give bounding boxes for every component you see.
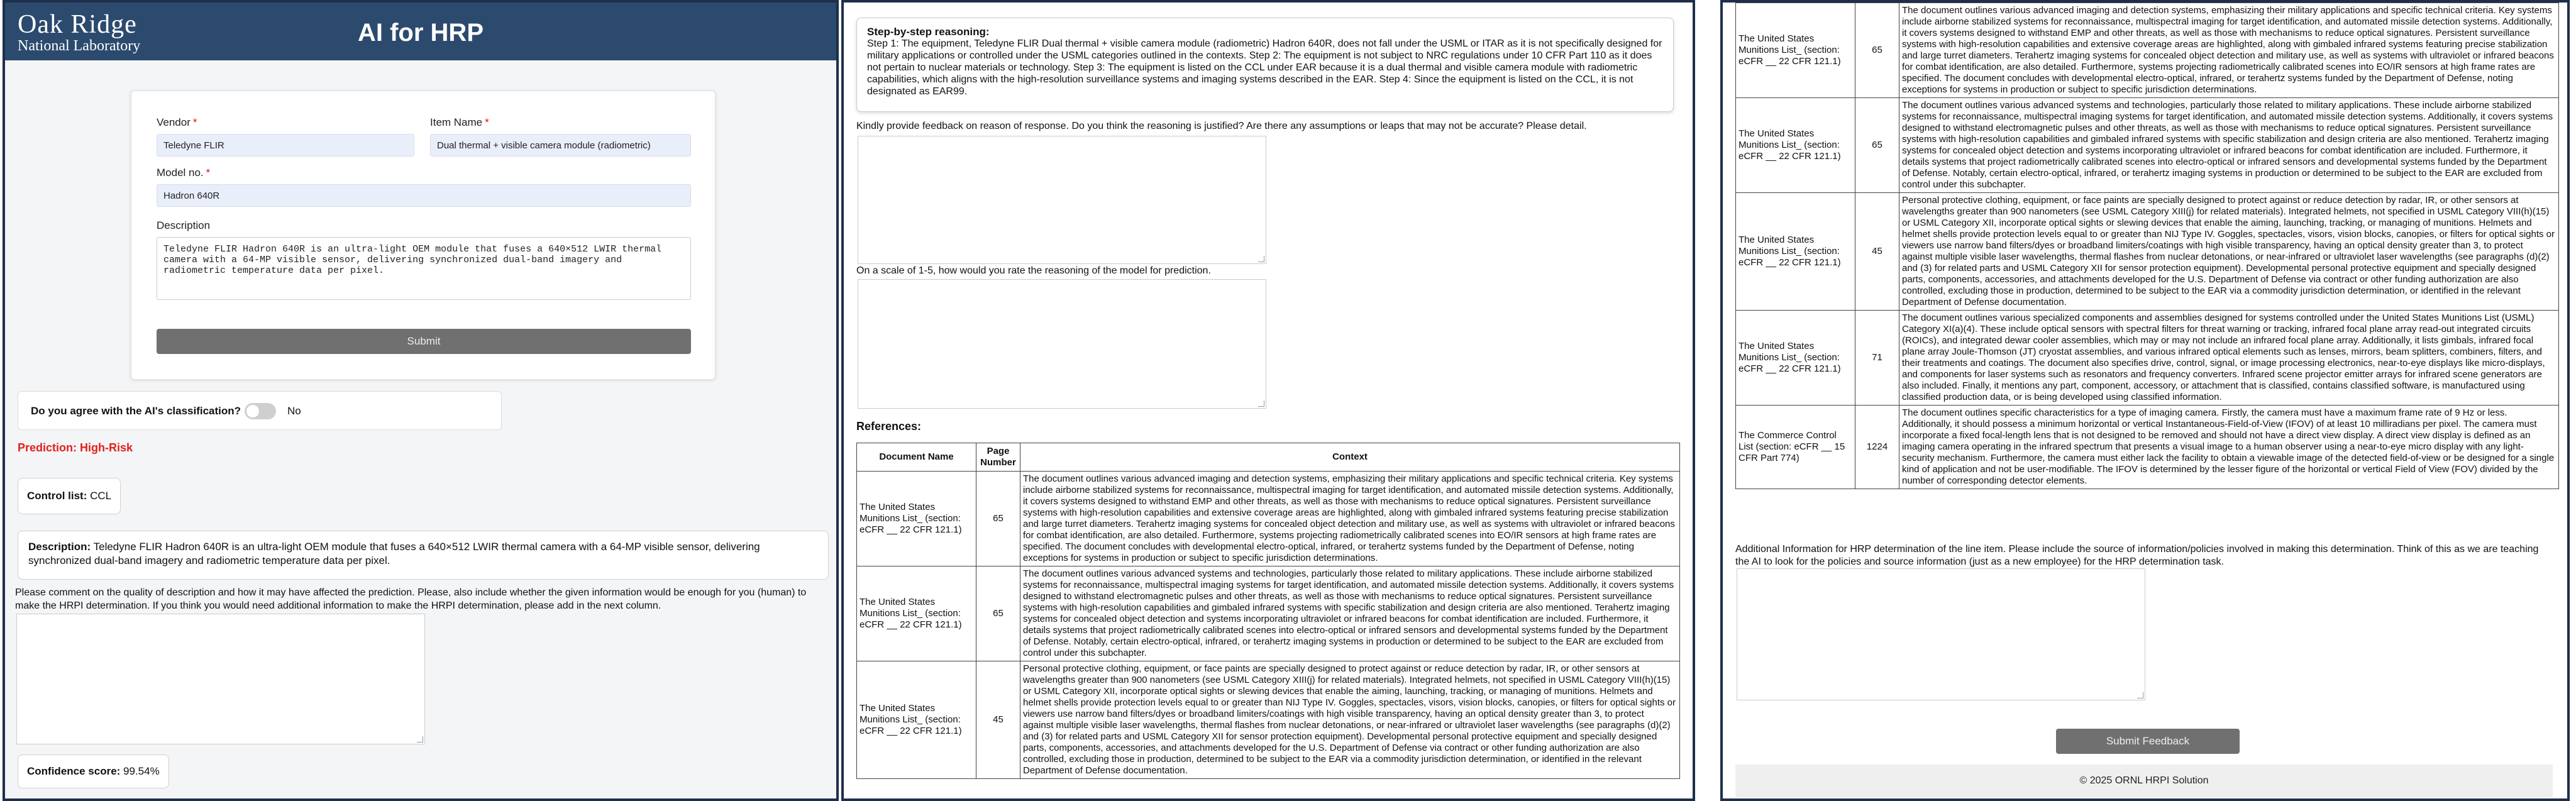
references-table-continued-wrap — [1735, 3, 2559, 537]
rating-textarea[interactable] — [858, 279, 1266, 409]
doc-cell: The United States Munitions List_ (section: eCFR __ 22 CFR 121.1) — [857, 472, 976, 566]
context-cell: The document outlines various advanced imaging and detection systems, emphasizing their military applications and specific technical criteria. Key systems include airborne stabilized systems for reconnaissance, multispectral imaging for target identification, and automated missile detection systems. Additionally, it covers systems designed to withstand EMP and other threats, as well as those with mechanisms to reduce optical signatures. Persistent surveillance systems with high-resolution capabilities and extensive coverage areas are highlighted, along with gimbaled infrared systems featuring precise stabilization and large turret diameters. Terahertz imaging systems for concealed object detection and military use, as well as systems with ultraviolet or infrared beacons for combat identification, are also detailed. Furthermore, systems projecting radiometrically calibrated scenes into EO/IR sensors at high frame rates are specified. The document concludes with developmental electro-optical, infrared, or terahertz systems funded by the Department of Defense, noting exceptions for systems in production or subject to specific jurisdiction determinations. — [1020, 472, 1680, 566]
table-row — [1736, 311, 2559, 406]
comment-prompt: Please comment on the quality of description and how it may have affected the prediction. Please, also include whether the given information would be enough for you (human) to make the HRPI determination. If you think you would need additional information to make the HRPI determination, please add in the next column. — [15, 587, 807, 611]
description-summary-value: Teledyne FLIR Hadron 640R is an ultra-light OEM module that fuses a 640×512 LWIR thermal camera with a 64-MP visible sensor, delivering synchronized dual-band imagery and radiometric temperature data per pixel. — [28, 541, 760, 566]
description-textarea[interactable]: Teledyne FLIR Hadron 640R is an ultra-light OEM module that fuses a 640×512 LWIR thermal camera with a 64-MP visible sensor, delivering synchronized dual-band imagery and radiometric temperature data per pixel. — [157, 237, 691, 300]
col-header-context: Context — [1020, 443, 1680, 472]
page-cell: 45 — [1855, 193, 1899, 311]
model-input[interactable]: Hadron 640R — [157, 184, 691, 207]
confidence-label: Confidence score: — [27, 765, 121, 777]
description-summary — [18, 531, 829, 580]
table-row — [857, 566, 1680, 661]
page-cell: 1224 — [1855, 406, 1899, 489]
table-row — [1736, 193, 2559, 311]
page-title: AI for HRP — [358, 19, 484, 47]
context-cell: The document outlines various specialized components and assemblies designed for systems controlled under the United States Munitions List (USML) Category XI(a)(4). These include optical sensors with spectral filters for threat warning or tracking, infrared focal plane array read-out integrated circuits (ROICs), and integrated dewar cooler assemblies, which may or may not include an infrared focal plane array. Additionally, it lists gimbals, infrared focal plane array Joule-Thomson (JT) cryostat assemblies, and various infrared optical elements such as lenses, mirrors, beam splitters, combiners, filters, and their treatments and coatings. The document also specifies drive, control, signal, or image processing electronics, near-to-eye displays like micro-displays, and components for laser systems such as resonators and frequency converters. Infrared scene projector emitter arrays for infrared scene generators are also included. Finally, it mentions any part, component, accessory, or attachment that is classified, contains classified software, is manufactured using classified production data, or is being developed using classified information. — [1899, 311, 2559, 406]
table-row — [857, 472, 1680, 566]
doc-cell: The Commerce Control List (section: eCFR __ 15 CFR Part 774) — [1736, 406, 1855, 489]
submit-feedback-button[interactable]: Submit Feedback — [2056, 729, 2240, 754]
item-name-label: Item Name * — [430, 116, 489, 128]
reasoning-title: Step-by-step reasoning: — [867, 26, 990, 38]
resize-handle-icon[interactable] — [417, 736, 423, 743]
doc-cell: The United States Munitions List_ (section: eCFR __ 22 CFR 121.1) — [857, 566, 976, 661]
reasoning-card — [856, 18, 1674, 112]
references-continued-panel — [1720, 0, 2570, 801]
feedback-textarea[interactable] — [858, 136, 1266, 264]
agree-toggle-label: No — [287, 405, 301, 417]
footer: © 2025 ORNL HRPI Solution — [1735, 765, 2553, 797]
doc-cell: The United States Munitions List_ (section: eCFR __ 22 CFR 121.1) — [1736, 193, 1855, 311]
doc-cell: The United States Munitions List_ (section: eCFR __ 22 CFR 121.1) — [1736, 3, 1855, 98]
additional-info-textarea[interactable] — [1737, 568, 2145, 700]
confidence-value: 99.54% — [123, 765, 160, 777]
doc-cell: The United States Munitions List_ (section: eCFR __ 22 CFR 121.1) — [1736, 98, 1855, 193]
comment-textarea[interactable] — [16, 614, 425, 744]
classification-panel — [3, 0, 839, 801]
control-list-label: Control list: — [27, 490, 87, 502]
vendor-label: Vendor * — [157, 116, 197, 128]
context-cell: Personal protective clothing, equipment, or face paints are specially designed to protect against or reduce detection by radar, IR, or other sensors at wavelengths greater than 900 nanometers (see USML Category XIII(j) for related materials). Integrated helmets, not specified in USML Category VIII(h)(15) or USML Category XII, incorporate optical sights or slewing devices that enable the aiming, launching, tracking, or managing of munitions. Helmets and helmet shells provide protection levels equal to or greater than NIJ Type IV. Goggles, spectacles, visors, vision blocks, canopies, or filters for optical sights or viewers use narrow band filters/dyes or broadband limiters/coatings with high visible transparency, having an optical density greater than 3, to protect against multiple visible laser wavelengths, thermal flashes from nuclear detonations, or near-infrared or ultraviolet laser wavelengths (see paragraphs (d)(2) and (3) for related parts and USML Category XII for sensor protection equipment). Developmental personal protective equipment and specially designed parts, components, accessories, and attachments developed for the U.S. Department of Defense via contract or other funding authorization are also controlled, excluding those in production, determined to be subject to the EAR via a commodity jurisdiction determination, or identified in the relevant Department of Defense documentation. — [1899, 193, 2559, 311]
page-cell: 45 — [976, 661, 1020, 779]
confidence-chip — [18, 754, 169, 788]
references-title: References: — [856, 420, 922, 433]
feedback-prompt: Kindly provide feedback on reason of response. Do you think the reasoning is justified? Are there any assumptions or leaps that may not be accurate? Please detail. — [856, 121, 1587, 131]
table-row — [1736, 98, 2559, 193]
vendor-input[interactable]: Teledyne FLIR — [157, 134, 414, 157]
resize-handle-icon[interactable] — [1258, 400, 1264, 407]
page-cell: 65 — [976, 566, 1020, 661]
logo-line-2: National Laboratory — [18, 38, 141, 54]
model-label: Model no. * — [157, 167, 211, 179]
item-name-input[interactable]: Dual thermal + visible camera module (radiometric) — [430, 134, 691, 157]
context-cell: Personal protective clothing, equipment, or face paints are specially designed to protect against or reduce detection by radar, IR, or other sensors at wavelengths greater than 900 nanometers (see USML Category XIII(j) for related materials). Integrated helmets, not specified in USML Category VIII(h)(15) or USML Category XII, incorporate optical sights or slewing devices that enable the aiming, launching, tracking, or managing of munitions. Helmets and helmet shells provide protection levels equal to or greater than NIJ Type IV. Goggles, spectacles, visors, vision blocks, canopies, or filters for optical sights or viewers use narrow band filters/dyes or broadband limiters/coatings with high visible transparency, having an optical density greater than 3, to protect against multiple visible laser wavelengths, thermal flashes from nuclear detonations, or near-infrared or ultraviolet laser wavelengths (see paragraphs (d)(2) and (3) for related parts and USML Category XII for sensor protection equipment). Developmental personal protective equipment and specially designed parts, components, accessories, and attachments developed for the U.S. Department of Defense via contract or other funding authorization are also controlled, excluding those in production, determined to be subject to the EAR via a commodity jurisdiction determination, or identified in the relevant Department of Defense documentation. — [1020, 661, 1680, 779]
control-list-chip — [18, 478, 121, 514]
context-cell: The document outlines various advanced systems and technologies, particularly those related to military applications. These include airborne stabilized systems for reconnaissance, multispectral imaging systems for target identification, and automated missile detection systems. Additionally, it covers systems designed to withstand electromagnetic pulses and other threats, as well as those with mechanisms to reduce optical signatures. Persistent surveillance systems with high-resolution capabilities and gimbaled infrared systems with specific stabilization and design criteria are also mentioned. Terahertz imaging systems for concealed object detection and systems incorporating ultraviolet or infrared beacons for combat identification are included. Furthermore, it details systems that project radiometrically calibrated scenes into electro-optical or infrared sensors and developmental systems funded by the Department of Defense. Notably, certain electro-optical, infrared, or terahertz imaging systems in production or determined to be subject to the EAR are excluded from control under this subchapter. — [1020, 566, 1680, 661]
page-cell: 65 — [1855, 98, 1899, 193]
doc-cell: The United States Munitions List_ (section: eCFR __ 22 CFR 121.1) — [1736, 311, 1855, 406]
references-table-continued — [1735, 3, 2559, 489]
col-header-document: Document Name — [857, 443, 976, 472]
col-header-page: Page Number — [976, 443, 1020, 472]
resize-handle-icon[interactable] — [2137, 692, 2143, 699]
agree-question: Do you agree with the AI's classification? — [31, 405, 241, 417]
context-cell: The document outlines specific characteristics for a type of imaging camera. Firstly, the camera must have a maximum frame rate of 9 Hz or less. Additionally, it should possess a minimum horizontal or vertical Instantaneous-Field-of-View (IFOV) of at least 10 milliradians per pixel. The camera must incorporate a fixed focal-length lens that is not designed to be removed and should not have a direct view display. A direct view display is defined as an imaging camera operating in the infrared spectrum that presents a visual image to a human observer using a near-to-eye micro display with any light-security mechanism. Furthermore, the camera must either lack the facility to obtain a viewable image of the detected field-of-view or be designed for a single kind of application and not be user-modifiable. The IFOV is determined by the lesser figure of the horizontal or vertical Field of View (FOV) divided by the number of corresponding detector elements. — [1899, 406, 2559, 489]
reasoning-text: Step 1: The equipment, Teledyne FLIR Dual thermal + visible camera module (radiometric) Hadron 640R, does not fall under the USML or ITAR as it is not specifically designed for military applications or controlled under the USML categories outlined in the contexts. Step 2: The equipment is not subject to NRC regulations under 10 CFR Part 110 as it does not pertain to nuclear materials or technology. Step 3: The equipment is listed on the CCL under EAR because it is a dual thermal and visible camera module with radiometric capabilities, which aligns with the high-resolution surveillance systems and imaging systems described in the EAR. Step 4: Since the equipment is listed on the CCL, it is not designated as EAR99. — [867, 38, 1662, 97]
table-header-row — [857, 443, 1680, 472]
context-cell: The document outlines various advanced systems and technologies, particularly those related to military applications. These include airborne stabilized systems for reconnaissance, multispectral imaging systems for target identification, and automated missile detection systems. Additionally, it covers systems designed to withstand electromagnetic pulses and other threats, as well as those with mechanisms to reduce optical signatures. Persistent surveillance systems with high-resolution capabilities and gimbaled infrared systems with specific stabilization and design criteria are also mentioned. Terahertz imaging systems for concealed object detection and systems incorporating ultraviolet or infrared beacons for combat identification are included. Furthermore, it details systems that project radiometrically calibrated scenes into electro-optical or infrared sensors and developmental systems funded by the Department of Defense. Notably, certain electro-optical, infrared, or terahertz imaging systems in production or determined to be subject to the EAR are excluded from control under this subchapter. — [1899, 98, 2559, 193]
agree-toggle[interactable] — [245, 403, 276, 419]
table-row — [857, 661, 1680, 779]
context-cell: The document outlines various advanced imaging and detection systems, emphasizing their military applications and specific technical criteria. Key systems include airborne stabilized systems for reconnaissance, multispectral imaging for target identification, and automated missile detection systems. Additionally, it covers systems designed to withstand EMP and other threats, as well as those with mechanisms to reduce optical signatures. Persistent surveillance systems with high-resolution capabilities and extensive coverage areas are highlighted, along with gimbaled infrared systems featuring precise stabilization and large turret diameters. Terahertz imaging systems for concealed object detection and military use, as well as systems with ultraviolet or infrared beacons for combat identification, are also detailed. Furthermore, systems projecting radiometrically calibrated scenes into EO/IR sensors at high frame rates are specified. The document concludes with developmental electro-optical, infrared, or terahertz systems funded by the Department of Defense, noting exceptions for systems in production or subject to specific jurisdiction determinations. — [1899, 3, 2559, 98]
control-list-value: CCL — [90, 490, 112, 502]
prediction-text: Prediction: High-Risk — [18, 441, 133, 454]
references-table — [856, 443, 1680, 779]
item-form — [131, 91, 716, 380]
page-cell: 65 — [1855, 3, 1899, 98]
logo-line-1: Oak Ridge — [18, 10, 137, 39]
agree-panel — [18, 391, 502, 430]
additional-info-prompt: Additional Information for HRP determination of the line item. Please include the source of information/policies involved in making this determination. Think of this as we are teaching the AI to look for the policies and source information (just as a new employee) for the HRP determination task. — [1735, 544, 2539, 567]
doc-cell: The United States Munitions List_ (section: eCFR __ 22 CFR 121.1) — [857, 661, 976, 779]
references-table-wrap — [856, 443, 1680, 798]
submit-button[interactable]: Submit — [157, 329, 691, 354]
description-label: Description — [157, 219, 211, 231]
resize-handle-icon[interactable] — [1258, 256, 1264, 262]
table-row — [1736, 3, 2559, 98]
page-cell: 65 — [976, 472, 1020, 566]
reasoning-panel — [841, 0, 1695, 801]
description-summary-label: Description: — [28, 541, 91, 553]
top-header — [5, 3, 836, 60]
rating-prompt: On a scale of 1-5, how would you rate the reasoning of the model for prediction. — [856, 265, 1211, 276]
page-cell: 71 — [1855, 311, 1899, 406]
table-row — [1736, 406, 2559, 489]
